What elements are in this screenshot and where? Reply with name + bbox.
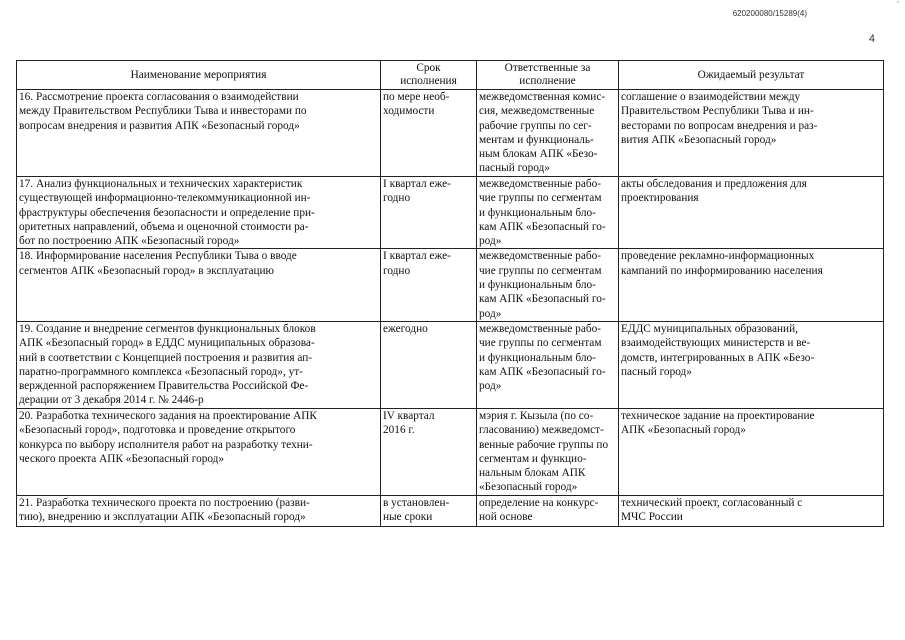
column-header-term: Срок исполнения xyxy=(381,61,477,90)
cell-result: техническое задание на проектирование АПК «Безопасный город» xyxy=(619,408,884,495)
cell-term: в установлен- ные сроки xyxy=(381,495,477,526)
table-row xyxy=(17,90,884,177)
cell-term: I квартал еже- годно xyxy=(381,249,477,321)
page-number: 4 xyxy=(868,33,875,45)
cell-name: 17. Анализ функциональных и технических характеристик существующей информационно-телекоммуникационной ин- фраструктуры обеспечения безопасности и определение при- оритетных направлений, объема и оценочной стоимости ра- бот по построению АПК «Безопасный город» xyxy=(17,177,381,249)
cell-responsible: межведомственные рабо- чие группы по сегментам и функциональным бло- кам АПК «Безопасный го- род» xyxy=(477,321,619,408)
table-header-row xyxy=(17,61,884,90)
cell-result: акты обследования и предложения для проектирования xyxy=(619,177,884,249)
column-header-name: Наименование мероприятия xyxy=(17,61,381,90)
table-row xyxy=(17,249,884,321)
cell-name: 18. Информирование населения Республики Тыва о вводе сегментов АПК «Безопасный город» в эксплуатацию xyxy=(17,249,381,321)
table-row xyxy=(17,177,884,249)
cell-term: I квартал еже- годно xyxy=(381,177,477,249)
cell-responsible: мэрия г. Кызыла (по со- гласованию) межведомст- венные рабочие группы по сегментам и функцио- нальным блокам АПК «Безопасный город» xyxy=(477,408,619,495)
cell-term: ежегодно xyxy=(381,321,477,408)
cell-name: 19. Создание и внедрение сегментов функциональных блоков АПК «Безопасный город» в ЕДДС муниципальных образова- ний в соответствии с Концепцией построения и развития ап- паратно-программного комплекса «Безопасный город», ут- вержденной распоряжением Правительства Российской Фе- дерации от 3 декабря 2014 г. № 2446-р xyxy=(17,321,381,408)
cell-result: соглашение о взаимодействии между Правительством Республики Тыва и ин- весторами по вопросам внедрения и раз- вития АПК «Безопасный город» xyxy=(619,90,884,177)
cell-result: проведение рекламно-информационных кампаний по информированию населения xyxy=(619,249,884,321)
cell-result: ЕДДС муниципальных образований, взаимодействующих министерств и ве- домств, интегрированных в АПК «Безо- пасный город» xyxy=(619,321,884,408)
cell-name: 20. Разработка технического задания на проектирование АПК «Безопасный город», подготовка и проведение открытого конкурса по выбору исполнителя работ на разработку техни- ческого проекта АПК «Безопасный город» xyxy=(17,408,381,495)
cell-name: 21. Разработка технического проекта по построению (разви- тию), внедрению и эксплуатации АПК «Безопасный город» xyxy=(17,495,381,526)
cell-term: IV квартал 2016 г. xyxy=(381,408,477,495)
cell-term: по мере необ- ходимости xyxy=(381,90,477,177)
measures-table xyxy=(16,60,884,527)
cell-responsible: межведомственные рабо- чие группы по сегментам и функциональным бло- кам АПК «Безопасный го- род» xyxy=(477,249,619,321)
column-header-result: Ожидаемый результат xyxy=(619,61,884,90)
document-id: 620200080/15289(4) xyxy=(732,9,807,18)
cell-responsible: определение на конкурс- ной основе xyxy=(477,495,619,526)
cell-result: технический проект, согласованный с МЧС России xyxy=(619,495,884,526)
table-row xyxy=(17,321,884,408)
cell-name: 16. Рассмотрение проекта согласования о взаимодействии между Правительством Республики Тыва и инвесторами по вопросам внедрения и развития АПК «Безопасный город» xyxy=(17,90,381,177)
table-row xyxy=(17,408,884,495)
column-header-responsible: Ответственные за исполнение xyxy=(477,61,619,90)
table-row xyxy=(17,495,884,526)
cell-responsible: межведомственная комис- сия, межведомственные рабочие группы по сег- ментам и функциональ- ным блокам АПК «Безо- пасный город» xyxy=(477,90,619,177)
cell-responsible: межведомственные рабо- чие группы по сегментам и функциональным бло- кам АПК «Безопасный го- род» xyxy=(477,177,619,249)
